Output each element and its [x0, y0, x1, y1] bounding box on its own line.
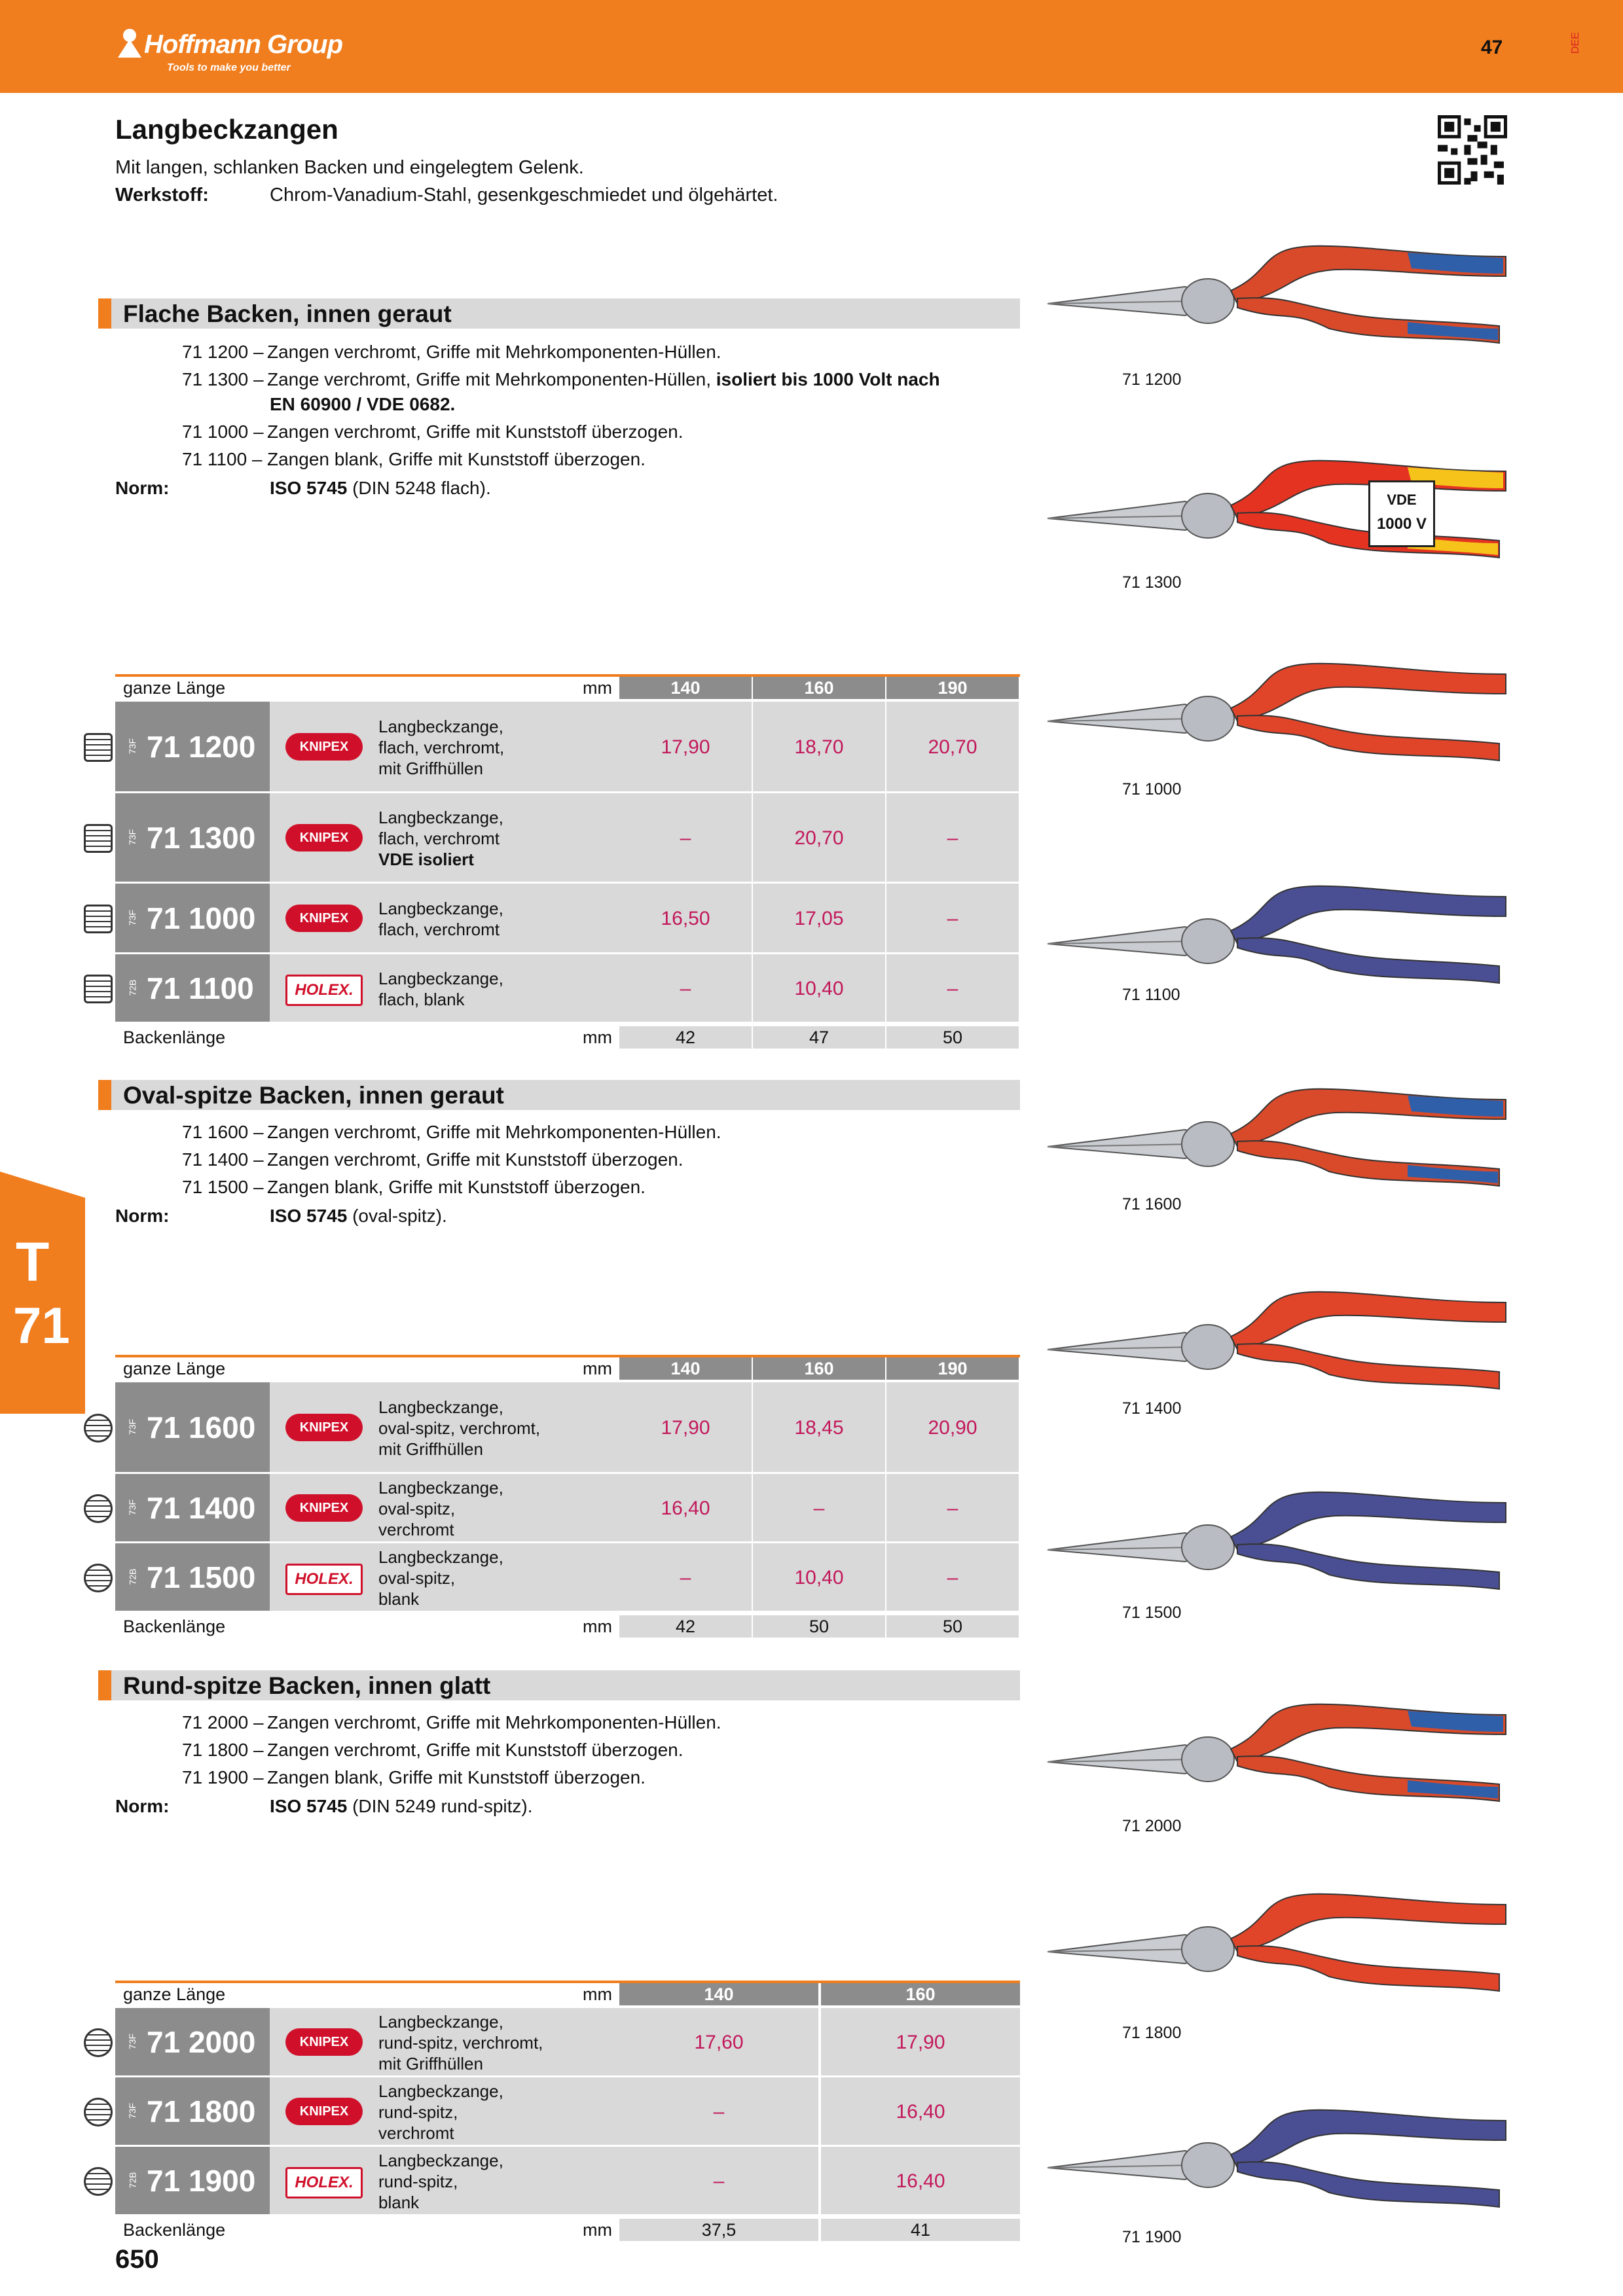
description-line: Langbeckzange,	[378, 1397, 503, 1417]
length-label: ganze Länge	[123, 678, 226, 698]
table-row[interactable]	[115, 1474, 1020, 1543]
description-line: Langbeckzange,	[378, 1547, 503, 1567]
table-footer	[115, 2219, 1020, 2241]
norm-standard: ISO 5745	[270, 478, 348, 498]
size-column-header: 190	[886, 1357, 1019, 1380]
price-cell: –	[886, 884, 1019, 954]
article-number: 71 1000	[147, 901, 256, 935]
description-line: blank	[378, 2193, 420, 2212]
pliers-product-icon	[1041, 445, 1512, 563]
article-number: 71 2000	[147, 2025, 256, 2059]
brand-logo: KNIPEX	[285, 824, 363, 852]
description-line	[182, 1148, 684, 1172]
length-label: ganze Länge	[123, 1984, 226, 2004]
jaw-length-value: 47	[753, 1026, 885, 1049]
norm-standard: ISO 5745	[270, 1206, 348, 1226]
section-accent-bar	[98, 1080, 111, 1110]
table-row[interactable]	[115, 793, 1020, 884]
jaw-profile-icon	[84, 2167, 113, 2196]
description-line: verchromt	[378, 1520, 454, 1539]
voltage-label: 1000 V	[1376, 515, 1427, 533]
description-text: Zangen verchromt, Griffe mit Kunststoff überzogen.	[267, 1740, 684, 1760]
size-column-header: 160	[753, 1357, 885, 1380]
unit-label: mm	[583, 1617, 612, 1636]
description-line: Langbeckzange,	[378, 969, 503, 988]
brand-name: Hoffmann Group	[144, 30, 343, 59]
norm-line	[115, 1206, 447, 1227]
section-heading-text: Oval-spitze Backen, innen geraut	[123, 1082, 504, 1109]
price-cell: 17,90	[619, 1382, 752, 1474]
article-number: 71 1600	[147, 1410, 256, 1444]
description-line	[182, 1766, 646, 1789]
description-text: Zangen verchromt, Griffe mit Kunststoff überzogen.	[267, 1149, 684, 1170]
article-description	[378, 2150, 503, 2213]
price-cell: 17,60	[619, 2008, 818, 2077]
page-title: Langbeckzangen	[115, 114, 338, 145]
unit-label: mm	[583, 1028, 612, 1047]
description-line: mit Griffhüllen	[378, 1439, 483, 1459]
norm-label: Norm:	[115, 1206, 170, 1226]
price-cell: 18,70	[753, 702, 885, 793]
price-cell: 16,40	[821, 2077, 1020, 2147]
description-bold: isoliert bis 1000 Volt nach	[716, 369, 940, 389]
jaw-profile-icon	[84, 2028, 113, 2057]
section-heading-text: Rund-spitze Backen, innen glatt	[123, 1672, 491, 1699]
description-code: 71 1500 –	[182, 1177, 264, 1197]
description-line	[182, 1711, 721, 1734]
article-number: 71 1800	[147, 2094, 256, 2128]
description-line: Langbeckzange,	[378, 899, 503, 918]
pliers-product-icon	[1041, 2094, 1512, 2212]
price-cell: –	[886, 1543, 1019, 1613]
brand-logo: KNIPEX	[285, 1494, 363, 1522]
jaw-length-label: Backenlänge	[123, 1028, 226, 1047]
price-cell: –	[619, 793, 752, 884]
description-line: flach, verchromt	[378, 920, 500, 939]
pliers-product-icon	[1041, 1073, 1512, 1191]
table-row[interactable]	[115, 2008, 1020, 2077]
product-image-caption: 71 1000	[1122, 780, 1182, 798]
description-line: flach, verchromt,	[378, 738, 505, 757]
product-image-caption: 71 1500	[1122, 1604, 1182, 1622]
article-group-code: 72B	[127, 1568, 138, 1585]
material-label: Werkstoff:	[115, 185, 209, 206]
jaw-length-value: 50	[753, 1615, 885, 1638]
section-heading	[98, 298, 1020, 329]
price-cell: 20,70	[753, 793, 885, 884]
size-column-header: 140	[619, 677, 752, 699]
price-cell: 16,40	[821, 2147, 1020, 2216]
table-row[interactable]	[115, 1543, 1020, 1613]
description-line	[182, 340, 721, 364]
price-cell: 16,50	[619, 884, 752, 954]
article-description	[378, 898, 503, 940]
article-group-code: 73F	[127, 829, 138, 846]
description-code: 71 1000 –	[182, 422, 264, 442]
pliers-product-icon	[1041, 1276, 1512, 1394]
product-image-caption: 71 1400	[1122, 1399, 1182, 1418]
brand-tagline: Tools to make you better	[167, 62, 291, 73]
pliers-category-icon: T	[16, 1231, 50, 1293]
description-line: rund-spitz, verchromt,	[378, 2033, 543, 2053]
table-row[interactable]	[115, 702, 1020, 793]
article-number: 71 1500	[147, 1560, 256, 1594]
description-line-cont	[270, 393, 455, 416]
description-line: oval-spitz,	[378, 1568, 456, 1588]
size-column-header: 190	[886, 677, 1019, 699]
norm-detail: (DIN 5249 rund-spitz).	[352, 1796, 533, 1816]
size-column-header: 140	[619, 1983, 818, 2005]
table-row[interactable]	[115, 884, 1020, 954]
description-text: Zangen verchromt, Griffe mit Mehrkomponenten-Hüllen.	[267, 342, 721, 362]
product-image-caption: 71 2000	[1122, 1817, 1182, 1835]
norm-label: Norm:	[115, 478, 170, 498]
brand-logo: HOLEX.	[285, 2167, 363, 2198]
norm-label: Norm:	[115, 1796, 170, 1816]
article-description	[378, 716, 504, 779]
table-header	[115, 677, 1020, 699]
description-line: VDE isoliert	[378, 850, 474, 869]
table-header	[115, 1357, 1020, 1380]
hoffmann-logo-icon	[115, 25, 144, 59]
description-line: Langbeckzange,	[378, 1478, 503, 1498]
description-code: 71 1400 –	[182, 1149, 264, 1170]
article-group-code: 73F	[127, 738, 138, 755]
section-heading-text: Flache Backen, innen geraut	[123, 300, 452, 327]
article-group-code: 72B	[127, 979, 138, 996]
brand-logo: HOLEX.	[285, 975, 363, 1006]
norm-line	[115, 1796, 533, 1817]
page-number-top: 47	[1481, 37, 1503, 58]
article-description	[378, 2081, 503, 2144]
description-line	[182, 368, 940, 391]
description-code: 71 1800 –	[182, 1740, 264, 1760]
article-number: 71 1200	[147, 730, 256, 764]
description-line: flach, verchromt	[378, 829, 500, 848]
price-cell: 10,40	[753, 1543, 885, 1613]
article-number: 71 1300	[147, 821, 256, 855]
jaw-length-value: 41	[821, 2219, 1020, 2241]
table-row[interactable]	[115, 2077, 1020, 2147]
product-image-caption: 71 1800	[1122, 2024, 1182, 2042]
jaw-length-value: 42	[619, 1026, 752, 1049]
article-group-code: 73F	[127, 1418, 138, 1435]
jaw-length-value: 50	[886, 1026, 1019, 1049]
jaw-profile-icon	[84, 1494, 113, 1523]
product-image-caption: 71 1300	[1122, 573, 1182, 592]
size-column-header: 160	[821, 1983, 1020, 2005]
article-description	[378, 1547, 503, 1609]
description-line: Langbeckzange,	[378, 2012, 503, 2032]
article-group-code: 73F	[127, 909, 138, 926]
description-line: blank	[378, 1589, 420, 1609]
brand-logo: KNIPEX	[285, 905, 363, 932]
pliers-product-icon	[1041, 230, 1512, 348]
description-line: mit Griffhüllen	[378, 759, 483, 778]
pliers-product-icon	[1041, 1878, 1512, 1996]
description-line	[182, 420, 684, 444]
pliers-product-icon	[1041, 1689, 1512, 1806]
description-line: Langbeckzange,	[378, 2081, 503, 2101]
price-cell: –	[886, 954, 1019, 1024]
jaw-length-value: 42	[619, 1615, 752, 1638]
product-image-caption: 71 1600	[1122, 1195, 1182, 1213]
description-text: Zangen verchromt, Griffe mit Mehrkomponenten-Hüllen.	[267, 1122, 721, 1142]
description-code: 71 1200 –	[182, 342, 264, 362]
description-text: Zange verchromt, Griffe mit Mehrkomponenten-Hüllen,	[267, 369, 711, 389]
price-cell: 17,90	[619, 702, 752, 793]
description-text: Zangen blank, Griffe mit Kunststoff überzogen.	[267, 1177, 646, 1197]
jaw-profile-icon	[84, 733, 113, 762]
price-cell: 20,90	[886, 1382, 1019, 1474]
table-footer	[115, 1615, 1020, 1638]
description-line: flach, blank	[378, 990, 465, 1009]
brand-logo: HOLEX.	[285, 1564, 363, 1595]
description-line: mit Griffhüllen	[378, 2054, 483, 2073]
description-text: Zangen blank, Griffe mit Kunststoff überzogen.	[267, 1767, 646, 1787]
description-code: 71 1900 –	[182, 1767, 264, 1787]
pliers-product-icon	[1041, 870, 1512, 988]
description-line: rund-spitz,	[378, 2172, 458, 2191]
description-code: 71 2000 –	[182, 1712, 264, 1732]
norm-detail: (DIN 5248 flach).	[352, 478, 491, 498]
qr-code-icon	[1438, 115, 1507, 185]
article-description	[378, 807, 503, 870]
table-row[interactable]	[115, 954, 1020, 1024]
price-cell: 20,70	[886, 702, 1019, 793]
jaw-length-value: 37,5	[619, 2219, 818, 2241]
article-group-code: 73F	[127, 2033, 138, 2050]
price-cell: –	[886, 793, 1019, 884]
description-text: Zangen blank, Griffe mit Kunststoff überzogen.	[267, 449, 646, 469]
price-cell: 18,45	[753, 1382, 885, 1474]
jaw-profile-icon	[84, 1564, 113, 1592]
article-description	[378, 1397, 540, 1460]
unit-label: mm	[583, 1359, 612, 1378]
brand-logo: KNIPEX	[285, 733, 363, 761]
jaw-profile-icon	[84, 905, 113, 933]
price-cell: –	[886, 1474, 1019, 1543]
article-number: 71 1900	[147, 2164, 256, 2198]
norm-line	[115, 478, 491, 499]
table-row[interactable]	[115, 1382, 1020, 1474]
price-cell: –	[753, 1474, 885, 1543]
description-line: verchromt	[378, 2123, 454, 2143]
pliers-product-icon	[1041, 648, 1512, 766]
description-text: Zangen verchromt, Griffe mit Kunststoff überzogen.	[267, 422, 684, 442]
material-value: Chrom-Vanadium-Stahl, gesenkgeschmiedet und ölgehärtet.	[270, 185, 778, 206]
brand-logo: KNIPEX	[285, 2028, 363, 2056]
brand-logo: KNIPEX	[285, 1414, 363, 1441]
vde-mark: VDE	[1387, 492, 1417, 508]
description-bold-cont: EN 60900 / VDE 0682.	[270, 394, 456, 414]
jaw-length-label: Backenlänge	[123, 1617, 226, 1636]
section-accent-bar	[98, 298, 111, 329]
article-number: 71 1100	[147, 971, 254, 1005]
unit-label: mm	[583, 2220, 612, 2240]
price-cell: 10,40	[753, 954, 885, 1024]
price-cell: –	[619, 2147, 818, 2216]
article-number: 71 1400	[147, 1491, 256, 1525]
description-line: rund-spitz,	[378, 2102, 458, 2122]
section-heading	[98, 1670, 1020, 1700]
price-cell: 16,40	[619, 1474, 752, 1543]
description-line: Langbeckzange,	[378, 717, 503, 736]
intro-text: Mit langen, schlanken Backen und eingelegtem Gelenk.	[115, 157, 584, 178]
jaw-profile-icon	[84, 2098, 113, 2126]
category-number: 71	[13, 1297, 70, 1354]
description-code: 71 1600 –	[182, 1122, 264, 1142]
description-line: Langbeckzange,	[378, 2151, 503, 2170]
brand-logo: KNIPEX	[285, 2098, 363, 2125]
price-cell: –	[619, 2077, 818, 2147]
table-header	[115, 1983, 1020, 2005]
row-separator	[115, 1022, 1020, 1024]
article-description	[378, 2011, 543, 2074]
length-label: ganze Länge	[123, 1359, 226, 1378]
jaw-profile-icon	[84, 824, 113, 853]
description-line: Langbeckzange,	[378, 808, 503, 827]
norm-standard: ISO 5745	[270, 1796, 348, 1816]
article-group-code: 72B	[127, 2172, 138, 2189]
jaw-profile-icon	[84, 975, 113, 1003]
description-line	[182, 1175, 646, 1199]
pliers-product-icon	[1041, 1477, 1512, 1594]
language-code: DEE	[1570, 32, 1581, 54]
row-separator	[115, 2214, 1020, 2216]
jaw-length-label: Backenlänge	[123, 2220, 226, 2240]
description-line	[182, 448, 646, 471]
description-line: oval-spitz, verchromt,	[378, 1418, 541, 1438]
price-cell: –	[619, 1543, 752, 1613]
row-separator	[115, 1611, 1020, 1613]
size-column-header: 140	[619, 1357, 752, 1380]
article-group-code: 73F	[127, 1499, 138, 1516]
norm-detail: (oval-spitz).	[352, 1206, 447, 1226]
table-row[interactable]	[115, 2147, 1020, 2216]
size-column-header: 160	[753, 677, 885, 699]
page-number-bottom: 650	[115, 2245, 159, 2274]
jaw-length-value: 50	[886, 1615, 1019, 1638]
price-cell: –	[619, 954, 752, 1024]
vde-1000v-badge	[1368, 480, 1435, 547]
article-group-code: 73F	[127, 2102, 138, 2119]
description-line	[182, 1121, 721, 1144]
description-code: 71 1100 –	[182, 449, 263, 469]
section-heading	[98, 1080, 1020, 1110]
description-code: 71 1300 –	[182, 369, 264, 389]
description-text: Zangen verchromt, Griffe mit Mehrkomponenten-Hüllen.	[267, 1712, 721, 1732]
unit-label: mm	[583, 1984, 612, 2004]
product-image-caption: 71 1100	[1122, 986, 1180, 1004]
section-accent-bar	[98, 1670, 111, 1700]
price-cell: 17,05	[753, 884, 885, 954]
table-footer	[115, 1026, 1020, 1049]
price-cell: 17,90	[821, 2008, 1020, 2077]
article-description	[378, 1477, 503, 1540]
material-line	[115, 185, 778, 206]
product-image-caption: 71 1900	[1122, 2228, 1182, 2246]
description-line	[182, 1738, 684, 1762]
article-description	[378, 968, 503, 1010]
product-image-caption: 71 1200	[1122, 370, 1182, 389]
jaw-profile-icon	[84, 1414, 113, 1443]
description-line: oval-spitz,	[378, 1499, 456, 1518]
unit-label: mm	[583, 678, 612, 698]
